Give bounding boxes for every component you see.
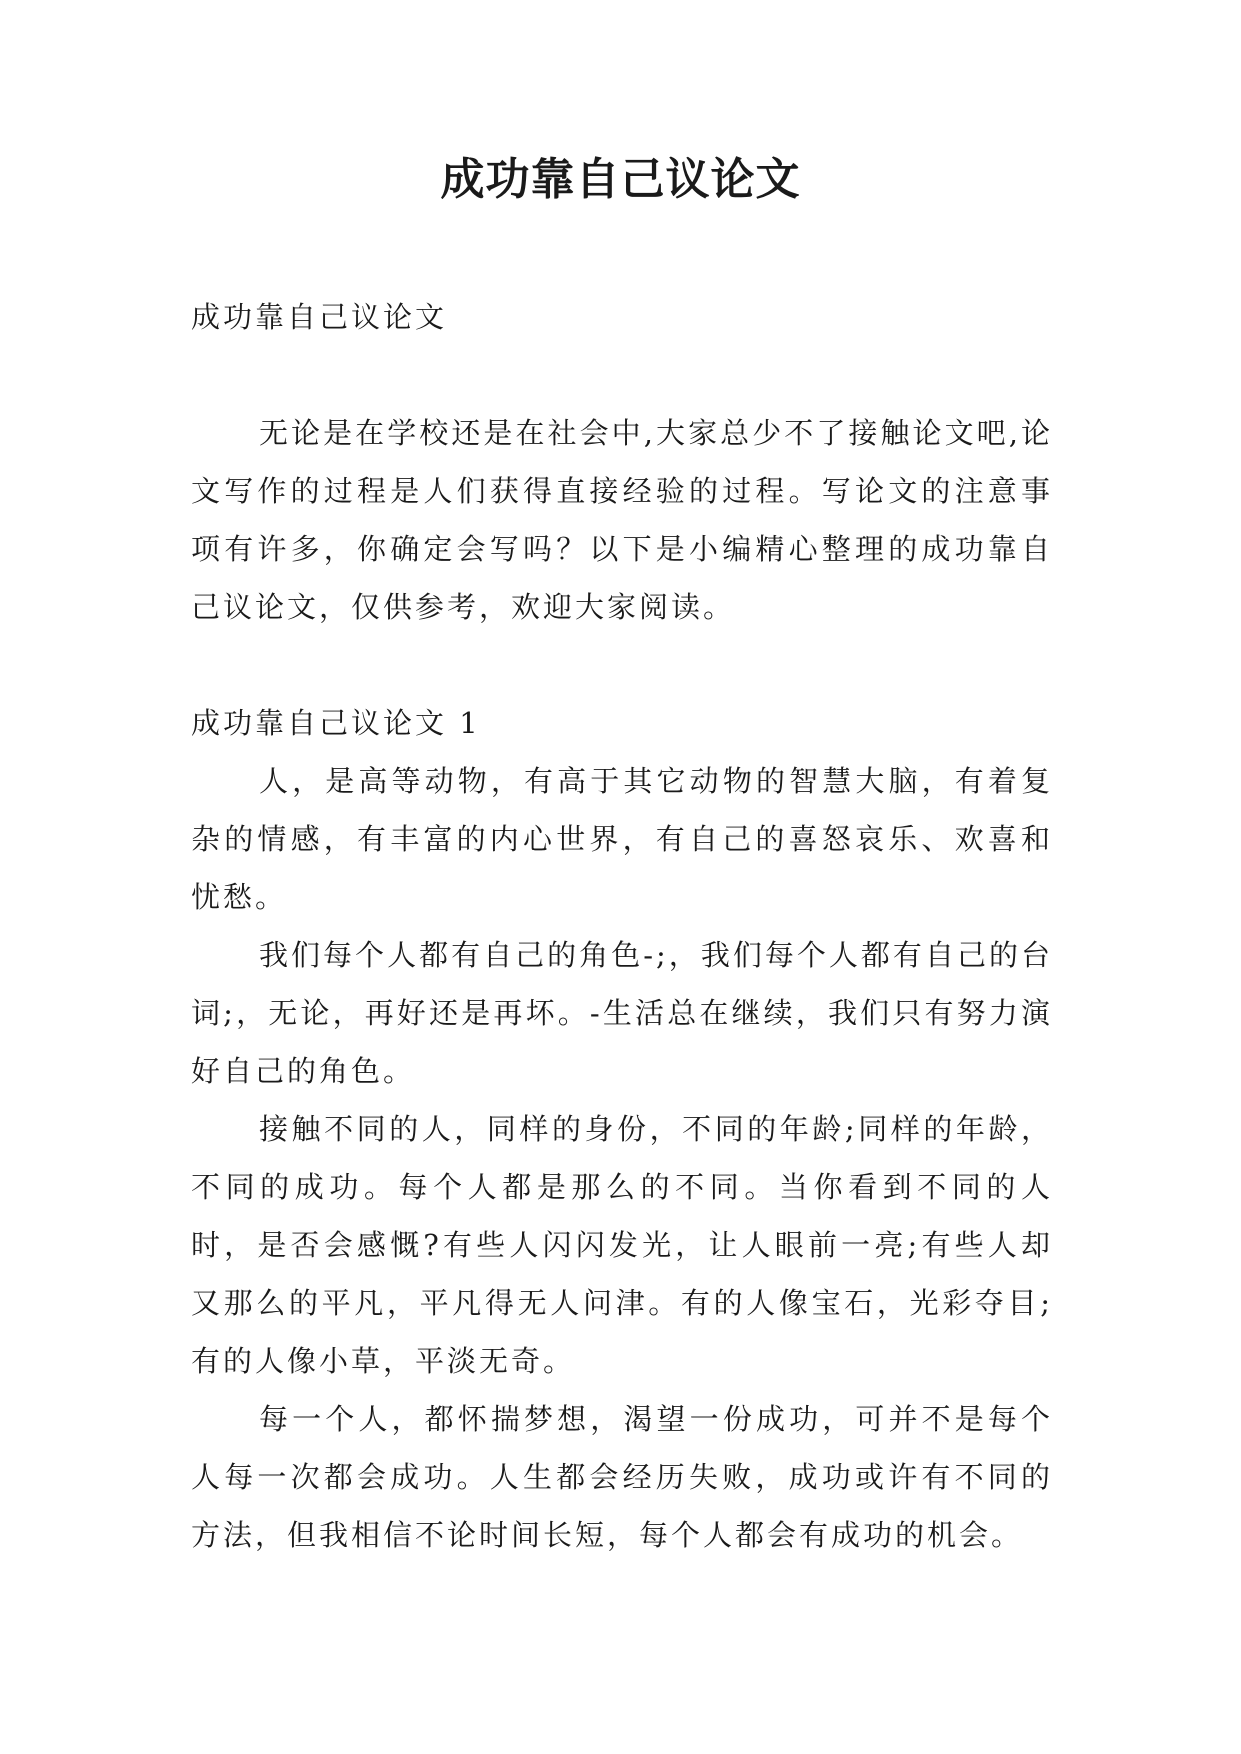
document-title: 成功靠自己议论文: [440, 154, 801, 205]
spacer: [191, 346, 1053, 404]
body-paragraph: 每一个人，都怀揣梦想，渴望一份成功，可并不是每个人每一次都会成功。人生都会经历失败，成功或许有不同的方法，但我相信不论时间长短，每个人都会有成功的机会。: [191, 1402, 1053, 1552]
section-heading: 成功靠自己议论文 1: [191, 706, 481, 740]
document-body: [191, 288, 1053, 1564]
body-paragraph: 接触不同的人，同样的身份，不同的年龄;同样的年龄，不同的成功。每个人都是那么的不同。当你看到不同的人时，是否会感慨?有些人闪闪发光，让人眼前一亮;有些人却又那么的平凡，平凡得无人问津。有的人像宝石，光彩夺目;有的人像小草，平淡无奇。: [191, 1112, 1053, 1378]
document-subtitle: 成功靠自己议论文: [191, 300, 448, 334]
intro-paragraph: 无论是在学校还是在社会中,大家总少不了接触论文吧,论文写作的过程是人们获得直接经验的过程。写论文的注意事项有许多，你确定会写吗？以下是小编精心整理的成功靠自己议论文，仅供参考，欢迎大家阅读。: [191, 416, 1053, 624]
spacer: [191, 636, 1053, 694]
body-paragraph: 我们每个人都有自己的角色-;，我们每个人都有自己的台词;，无论，再好还是再坏。-生活总在继续，我们只有努力演好自己的角色。: [191, 938, 1053, 1088]
body-paragraph: 人，是高等动物，有高于其它动物的智慧大脑，有着复杂的情感，有丰富的内心世界，有自己的喜怒哀乐、欢喜和忧愁。: [191, 764, 1053, 914]
